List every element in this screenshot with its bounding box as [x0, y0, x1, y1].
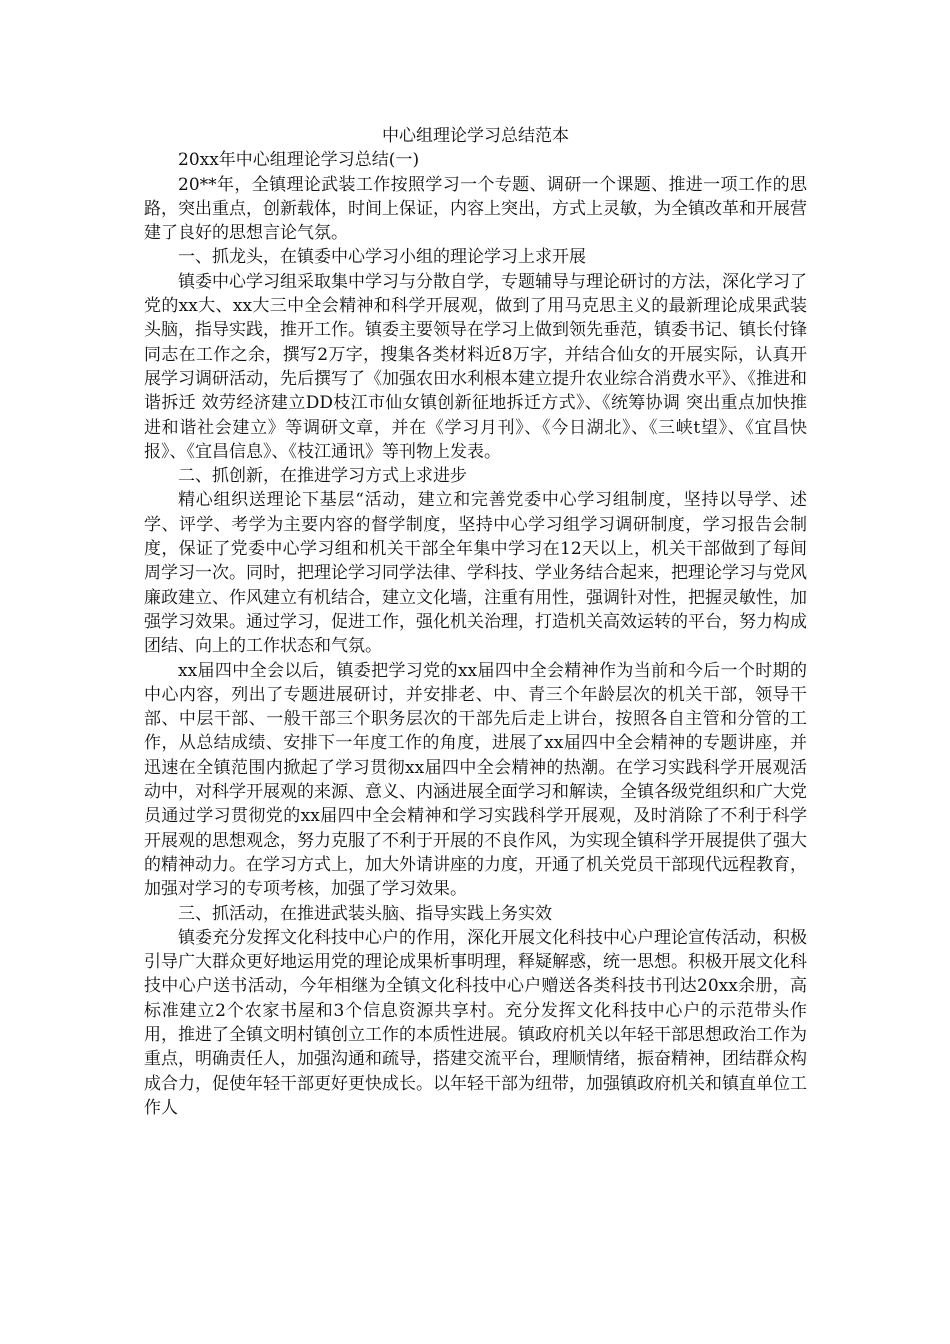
paragraph-section-2a: 精心组织送理论下基层“活动，建立和完善党委中心学习组制度，坚持以导学、述学、评学、考学为主要内容的督学制度，坚持中心学习组学习调研制度，学习报告会制度，保证了党委中心学习组和机关干部全年集中学习在12天以上，机关干部做到了每间周学习一次。同时，把理论学习同学法律、学科技、学业务结合起来，把理论学习与党风廉政建立、作风建立有机结合，建立文化墙，注重有用性，强调针对性，把握灵敏性，加强学习效果。通过学习，促进工作，强化机关治理，打造机关高效运转的平台，努力构成团结、向上的工作状态和气氛。	[144, 490, 807, 657]
document-title: 中心组理论学习总结范本	[382, 126, 569, 146]
paragraph-intro: 20**年，全镇理论武装工作按照学习一个专题、调研一个课题、推进一项工作的思路，突出重点，创新载体，时间上保证，内容上突出，方式上灵敏，为全镇改革和开展营建了良好的思想言论气氛。	[144, 174, 807, 244]
paragraph-section-2b: xx届四中全会以后，镇委把学习党的xx届四中全会精神作为当前和今后一个时期的中心内容，列出了专题进展研讨，并安排老、中、青三个年龄层次的机关干部，领导干部、中层干部、一般干部三个职务层次的干部先后走上讲台，按照各自主管和分管的工作，从总结成绩、安排下一年度工作的角度，进展了xx届四中全会精神的专题讲座，并迅速在全镇范围内掀起了学习贯彻xx届四中全会精神的热潮。在学习实践科学开展观活动中，对科学开展观的来源、意义、内涵进展全面学习和解读，全镇各级党组织和广大党员通过学习贯彻党的xx届四中全会精神和学习实践科学开展观，及时消除了不利于科学开展观的思想观念，努力克服了不利于开展的不良作风，为实现全镇科学开展提供了强大的精神动力。在学习方式上，加大外请讲座的力度，开通了机关党员干部现代远程教育，加强对学习的专项考核，加强了学习效果。	[144, 660, 807, 900]
paragraph-section-1: 镇委中心学习组采取集中学习与分散自学，专题辅导与理论研讨的方法，深化学习了党的xx大、xx大三中全会精神和科学开展观，做到了用马克思主义的最新理论成果武装头脑，指导实践，推开工作。镇委主要领导在学习上做到领先垂范，镇委书记、镇长付锋同志在工作之余，撰写2万字，搜集各类材料近8万字，并结合仙女的开展实际，认真开展学习调研活动，先后撰写了《加强农田水利根本建立提升农业综合消费水平》、《推进和谐拆迁 效劳经济建立DD枝江市仙女镇创新征地拆迁方式》、《统筹协调 突出重点加快推进和谐社会建立》等调研文章，并在《学习月刊》、《今日湖北》、《三峡t望》、《宜昌快报》、《宜昌信息》、《枝江通讯》等刊物上发表。	[144, 271, 807, 462]
document-subtitle: 20xx年中心组理论学习总结(一)	[178, 150, 420, 171]
section-heading-3: 三、抓活动，在推进武装头脑、指导实践上务实效	[178, 903, 552, 924]
document-body	[144, 124, 807, 1120]
paragraph-section-3: 镇委充分发挥文化科技中心户的作用，深化开展文化科技中心户理论宣传活动，积极引导广大群众更好地运用党的理论成果析事明理，释疑解惑，统一思想。积极开展文化科技中心户送书活动，今年相继为全镇文化科技中心户赠送各类科技书刊达20xx余册，高标准建立2个农家书屋和3个信息资源共享村。充分发挥文化科技中心户的示范带头作用，推进了全镇文明村镇创立工作的本质性进展。镇政府机关以年轻干部思想政治工作为重点，明确责任人，加强沟通和疏导，搭建交流平台，理顺情绪，振奋精神，团结群众构成合力，促使年轻干部更好更快成长。以年轻干部为纽带，加强镇政府机关和镇直单位工作人	[144, 927, 807, 1118]
section-heading-1: 一、抓龙头，在镇委中心学习小组的理论学习上求开展	[178, 247, 586, 268]
section-heading-2: 二、抓创新，在推进学习方式上求进步	[178, 466, 467, 487]
